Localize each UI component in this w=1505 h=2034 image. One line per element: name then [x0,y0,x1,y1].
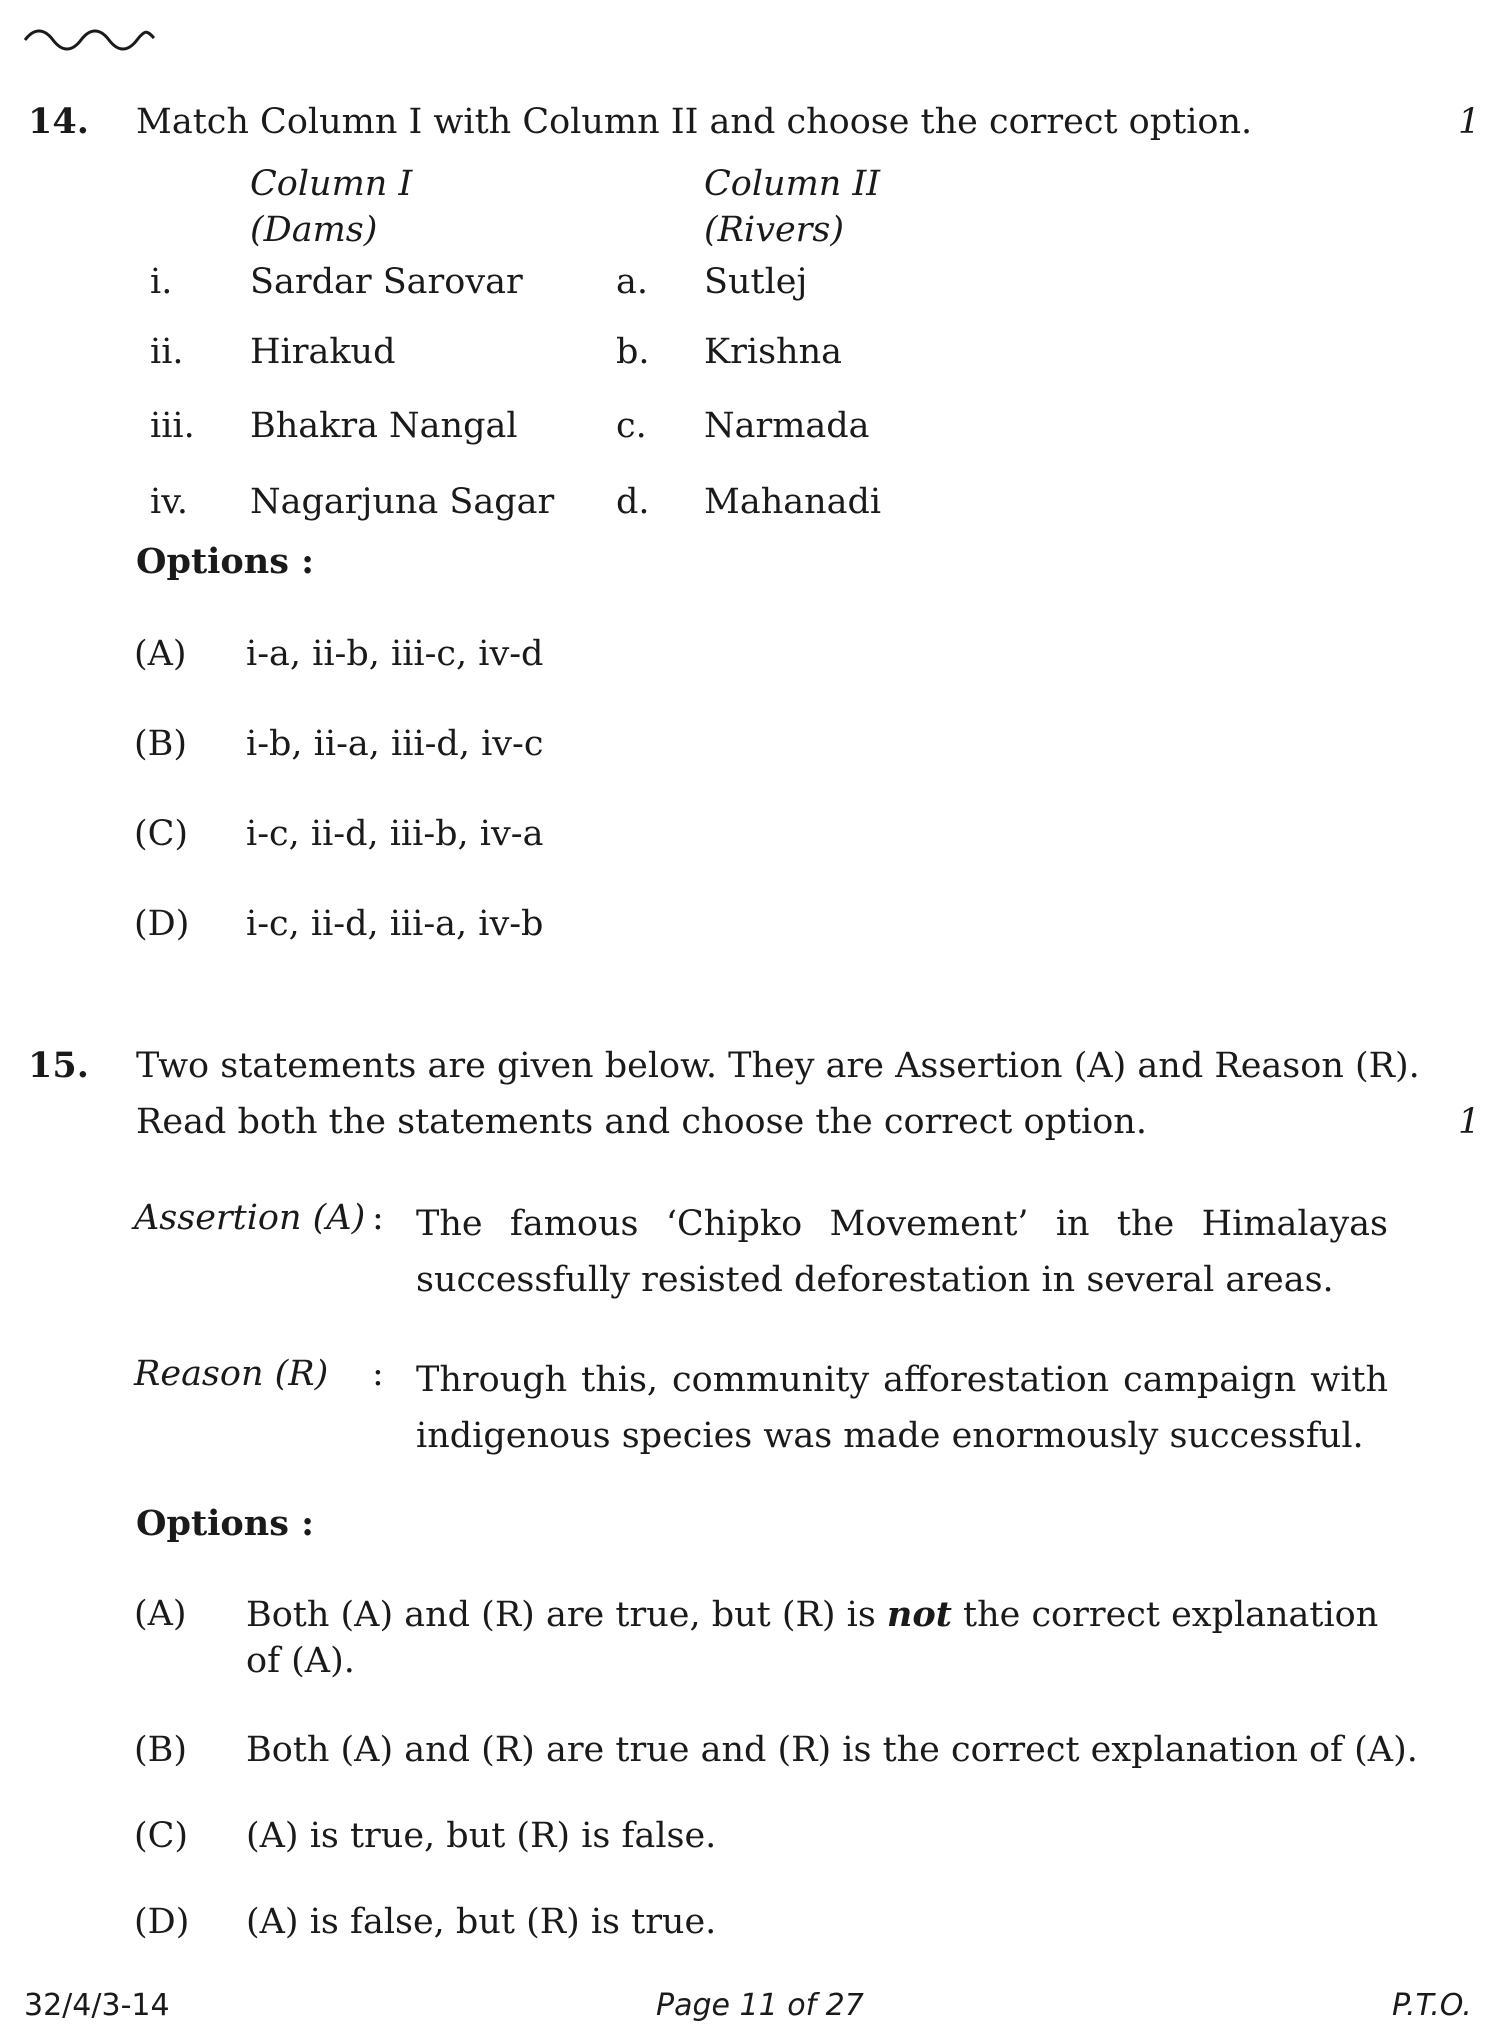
question-text: Match Column I with Column II and choose the correct option. [136,102,1253,142]
question-text-line-2: Read both the statements and choose the correct option. [136,1102,1147,1142]
option-text: (A) is false, but (R) is true. [246,1902,717,1942]
option-label: (D) [134,1902,190,1942]
marks: 1 [1458,1102,1481,1142]
river-name: Mahanadi [704,482,882,522]
question-text-line-1: Two statements are given below. They are Assertion (A) and Reason (R). [136,1046,1420,1086]
river-name: Sutlej [704,262,808,302]
row-roman: iv. [150,482,188,522]
option-label: (D) [134,904,190,944]
paper-code: 32/4/3-14 [24,1988,170,2023]
option-label: (A) [134,1594,187,1634]
row-letter: d. [616,482,650,522]
option-label: (A) [134,634,187,674]
option-text: (A) is true, but (R) is false. [246,1816,717,1856]
options-label: Options : [136,1503,315,1544]
option-text: i-b, ii-a, iii-d, iv-c [246,724,544,764]
dam-name: Bhakra Nangal [250,406,518,446]
row-letter: a. [616,262,648,302]
option-text-part: Both (A) and (R) are true, but (R) is [246,1595,887,1635]
option-label: (B) [134,724,188,764]
page-number: Page 11 of 27 [656,1988,864,2023]
option-text [246,1592,1394,1684]
reason-colon: : [372,1354,384,1394]
column-1-header: Column I [250,164,413,204]
pto-label: P.T.O. [1392,1988,1472,2023]
reason-text: Through this, community afforestation campaign with indigenous species was made enormously successful. [416,1360,1388,1456]
squiggle-mark [22,24,157,54]
row-roman: iii. [150,406,195,446]
dam-name: Hirakud [250,332,396,372]
option-text: i-a, ii-b, iii-c, iv-d [246,634,544,674]
river-name: Narmada [704,406,870,446]
column-2-subheader: (Rivers) [704,210,845,250]
dam-name: Nagarjuna Sagar [250,482,555,522]
row-letter: b. [616,332,650,372]
option-label: (C) [134,814,189,854]
row-roman: i. [150,262,173,302]
question-number: 14. [28,101,89,142]
option-text: i-c, ii-d, iii-b, iv-a [246,814,544,854]
assertion-label: Assertion (A) [134,1198,366,1238]
assertion-colon: : [372,1198,384,1238]
question-number: 15. [28,1045,89,1086]
option-text: Both (A) and (R) are true and (R) is the correct explanation of (A). [246,1730,1418,1770]
dam-name: Sardar Sarovar [250,262,523,302]
options-label: Options : [136,541,315,582]
reason-label: Reason (R) [134,1354,329,1394]
column-2-header: Column II [704,164,881,204]
option-label: (B) [134,1730,188,1770]
option-text: i-c, ii-d, iii-a, iv-b [246,904,544,944]
column-1-subheader: (Dams) [250,210,378,250]
river-name: Krishna [704,332,842,372]
row-letter: c. [616,406,647,446]
option-label: (C) [134,1816,189,1856]
option-text-part: the correct explanation of (A). [246,1595,1379,1681]
option-emphasis: not [886,1594,952,1635]
row-roman: ii. [150,332,184,372]
marks: 1 [1458,102,1481,142]
assertion-text: The famous ‘Chipko Movement’ in the Himalayas successfully resisted deforestation in several areas. [416,1204,1388,1300]
